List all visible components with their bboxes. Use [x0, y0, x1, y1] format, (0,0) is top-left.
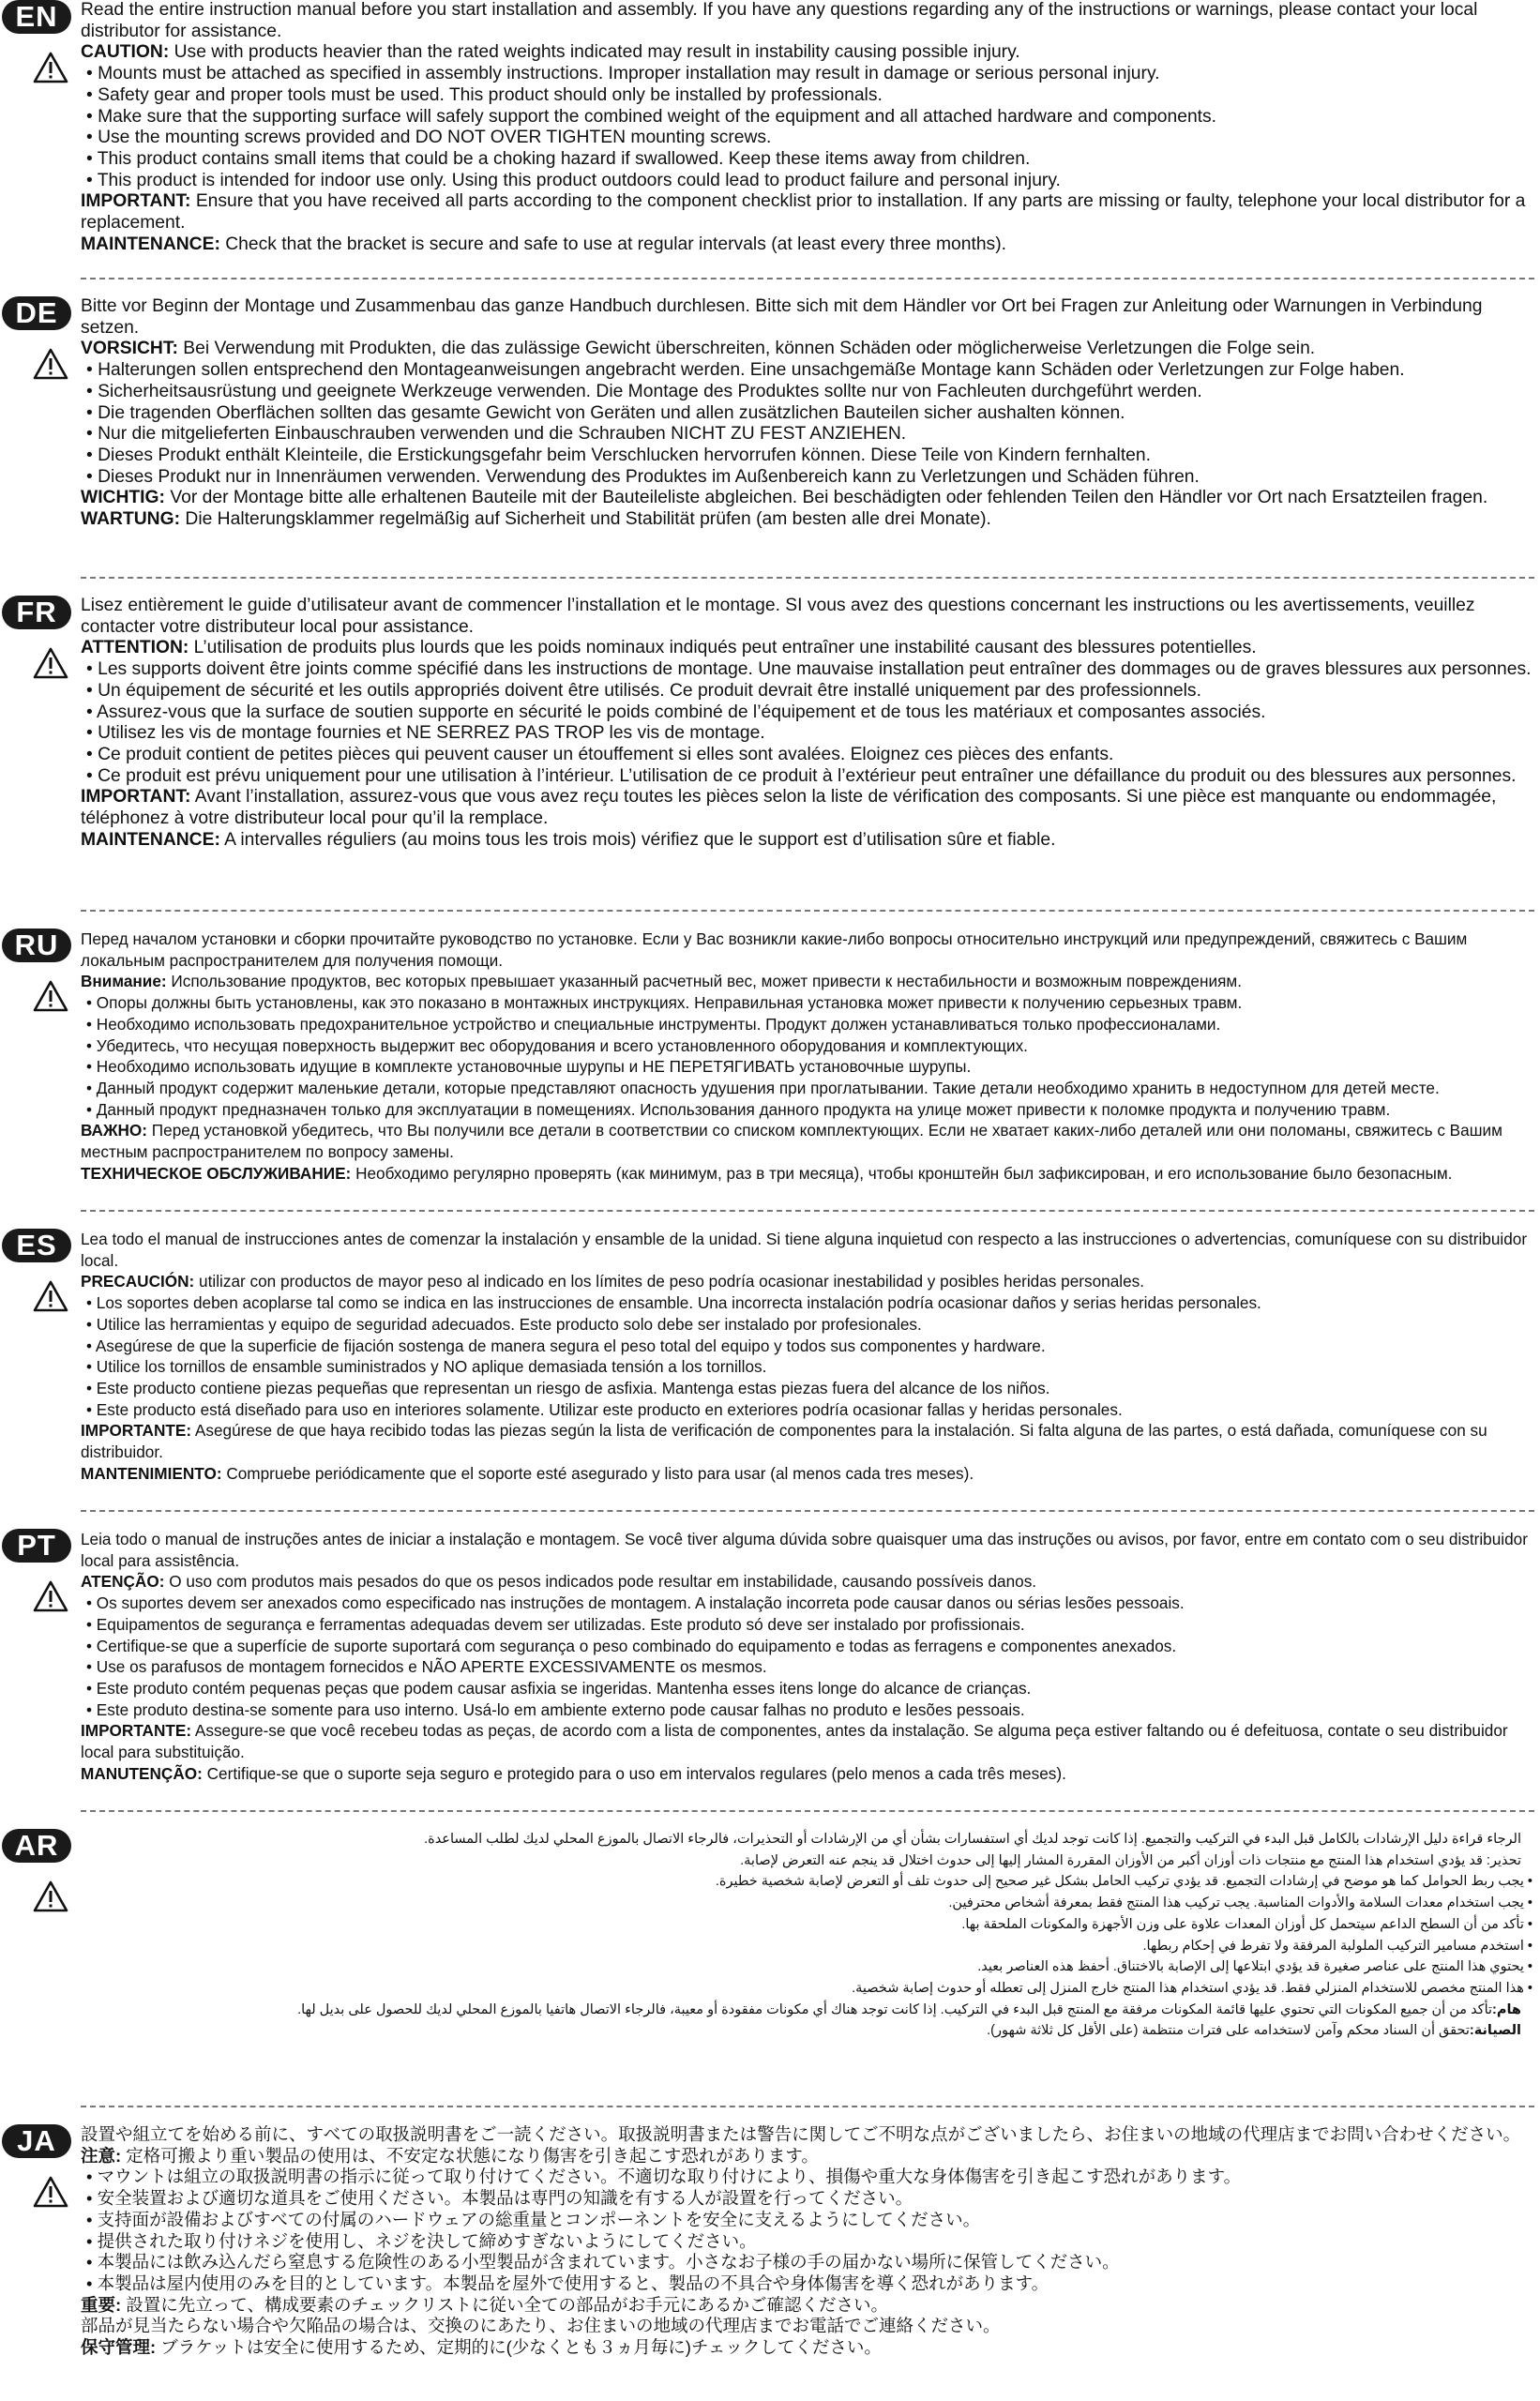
- instruction-line: [81, 1336, 1534, 1357]
- instruction-line: [81, 1678, 1534, 1699]
- section-text: [81, 296, 1534, 531]
- instruction-line: [81, 107, 1534, 128]
- instruction-text: • Un équipement de sécurité et les outils appropriés doivent être utilisés. Ce produit devrait être installé uniquement par des professionnels.: [86, 680, 1201, 701]
- instruction-label: ТЕХНИЧЕСКОЕ ОБСЛУЖИВАНИЕ:: [81, 1163, 352, 1183]
- instruction-label: MANUTENÇÃO:: [81, 1763, 203, 1783]
- instruction-line: [81, 2146, 1534, 2167]
- instruction-label: 重要:: [81, 2294, 122, 2315]
- instruction-line: [81, 1378, 1534, 1399]
- instruction-line: [81, 596, 1534, 638]
- instruction-text: ブラケットは安全に使用するため、定期的に(少なくとも３ヵ月毎に)チェックしてください。: [156, 2337, 882, 2358]
- instruction-line: [81, 1420, 1534, 1462]
- instruction-text: تأكد من أن جميع المكونات التي تحتوي عليها قائمة المكونات مرفقة مع المنتج قبل البدء في التركيب. إذا كانت توجد هناك أي مكونات مفقودة أو معيبة، فالرجاء الاتصال هاتفيا بالموزع المحلي لديك للحصول على بديل لها.: [297, 2001, 1493, 2017]
- instruction-text: • Dieses Produkt nur in Innenräumen verwenden. Verwendung des Produktes im Außenbereich kann zu Verletzungen und Schäden führen.: [86, 466, 1200, 487]
- instruction-text: Read the entire instruction manual before you start installation and assembly. If you have any questions regarding any of the instructions or warnings, please contact your local distributor for assistance.: [81, 0, 1478, 41]
- instruction-label: MAINTENANCE:: [81, 234, 220, 254]
- instruction-line: [81, 1529, 1534, 1571]
- instruction-text: • Необходимо использовать идущие в комплекте установочные шурупы и НЕ ПЕРЕТЯГИВАТЬ установочные шурупы.: [86, 1057, 972, 1077]
- instruction-text: • Use the mounting screws provided and DO NOT OVER TIGHTEN mounting screws.: [86, 128, 772, 148]
- instruction-text: Vor der Montage bitte alle erhaltenen Bauteile mit der Bauteileliste abgleichen. Bei beschädigten oder fehlenden Teilen den Händler vor Ort nach Ersatzteilen fragen.: [164, 488, 1488, 508]
- instruction-text: • Utilice los tornillos de ensamble suministrados y NO aplique demasiada tensión a los tornillos.: [86, 1357, 767, 1377]
- instruction-line: [81, 234, 1534, 256]
- instruction-text: • Este produto contém pequenas peças que podem causar asfixia se ingeridas. Mantenha esses itens longe do alcance de crianças.: [86, 1678, 1032, 1698]
- instruction-text: • Use os parafusos de montagem fornecidos e NÃO APERTE EXCESSIVAMENTE os mesmos.: [86, 1657, 767, 1677]
- instruction-label: WARTUNG:: [81, 509, 181, 530]
- instruction-line: [81, 360, 1534, 382]
- divider: [81, 1210, 1534, 1212]
- instruction-line: [81, 1229, 1534, 1271]
- divider: [81, 577, 1534, 579]
- instruction-text: Use with products heavier than the rated weights indicated may result in instability causing possible injury.: [169, 42, 1020, 63]
- instruction-text: Перед началом установки и сборки прочитайте руководство по установке. Если у Вас возникли какие-либо вопросы относительно инструкций или предупреждений, свяжитесь с Вашим локальным распространителем для получения помощи.: [81, 929, 1468, 970]
- instruction-text: الرجاء قراءة دليل الإرشادات بالكامل قبل البدء في التركيب والتجميع. إذا كانت توجد لديك أي استفسارات بشأن أي من الإرشادات أو التحذيرات، فالرجاء الاتصال بالموزع المحلي لديك لطلب المساعدة.: [424, 1832, 1521, 1847]
- instruction-line: [81, 171, 1534, 192]
- instruction-line: [81, 929, 1534, 971]
- instruction-line: [81, 1656, 1534, 1678]
- divider: [81, 278, 1534, 279]
- instruction-text: Leia todo o manual de instruções antes de iniciar a instalação e montagem. Se você tiver alguma dúvida sobre quaisquer uma das instruções ou avisos, por favor, entre em contato com o seu distribuidor local para assistência.: [81, 1530, 1528, 1570]
- instruction-line: [81, 1099, 1534, 1121]
- instruction-line: [81, 659, 1534, 681]
- instruction-label: هام:: [1492, 2001, 1521, 2017]
- instruction-text: • Ce produit contient de petites pièces qui peuvent causer un étouffement si elles sont avalées. Eloignez ces pièces des enfants.: [86, 744, 1114, 764]
- language-badge-pt: PT: [2, 1529, 71, 1563]
- instruction-text: O uso com produtos mais pesados do que os pesos indicados pode resultar em instabilidade, causando possíveis danos.: [164, 1572, 1037, 1592]
- instruction-text: • استخدم مسامير التركيب الملولبة المرفقة ولا تفرط في إحكام ربطها.: [1142, 1938, 1532, 1954]
- instruction-line: [81, 1614, 1534, 1636]
- instruction-line: [81, 2124, 1534, 2146]
- instruction-text: • Este produto destina-se somente para uso interno. Usá-lo em ambiente externo pode causar falhas no produto e lesões pessoais.: [86, 1699, 1025, 1719]
- instruction-line: [81, 467, 1534, 489]
- instruction-line: [81, 766, 1534, 788]
- instruction-text: 設置に先立って、構成要素のチェックリストに従い全ての部品がお手元にあるかご確認ください。: [121, 2294, 889, 2315]
- instruction-line: [81, 745, 1534, 766]
- instruction-text: Lea todo el manual de instrucciones antes de comenzar la instalación y ensamble de la unidad. Si tiene alguna inquietud con respecto a las instrucciones o advertencias, comuníquese con su distribuidor local.: [81, 1230, 1528, 1270]
- instruction-label: MAINTENANCE:: [81, 829, 220, 850]
- instruction-text: 定格可搬より重い製品の使用は、不安定な状態になり傷害を引き起こす恐れがあります。: [121, 2145, 819, 2166]
- divider: [81, 2106, 1534, 2107]
- instruction-text: 設置や組立てを始める前に、すべての取扱説明書をご一読ください。取扱説明書または警告に関してご不明な点がございましたら、お住まいの地域の代理店までお問い合わせください。: [81, 2124, 1521, 2144]
- instruction-line: [81, 2295, 1534, 2317]
- language-badge-es: ES: [2, 1229, 71, 1262]
- instruction-line: [81, 992, 1534, 1014]
- instruction-line: [81, 830, 1534, 852]
- instruction-text: • هذا المنتج مخصص للاستخدام المنزلي فقط. قد يؤدي استخدام هذا المنتج خارج المنزل إلى تعطله أو حدوث إصابة شخصية.: [852, 1980, 1532, 1996]
- instruction-line: [81, 971, 1534, 992]
- instruction-label: ATENÇÃO:: [81, 1572, 165, 1592]
- instruction-text: • Данный продукт предназначен только для эксплуатации в помещениях. Использования данного продукта на улице может привести к поломке продукта и получению травм.: [86, 1099, 1391, 1119]
- instruction-line: [81, 488, 1534, 509]
- instruction-label: PRECAUCIÓN:: [81, 1272, 195, 1291]
- instruction-label: IMPORTANT:: [81, 191, 191, 212]
- language-badge-ja: JA: [2, 2124, 71, 2158]
- instruction-text: • Данный продукт содержит маленькие детали, которые представляют опасность удушения при проглатывании. Такие детали необходимо хранить в недоступном для детей месте.: [86, 1078, 1440, 1097]
- instruction-line: [81, 1035, 1534, 1057]
- instruction-label: IMPORTANTE:: [81, 1721, 192, 1741]
- instruction-label: Внимание:: [81, 972, 167, 991]
- instruction-line: [81, 128, 1534, 149]
- instruction-text: Bitte vor Beginn der Montage und Zusammenbau das ganze Handbuch durchlesen. Bitte sich mit dem Händler vor Ort bei Fragen zur Anleitung oder Warnungen in Verbindung setzen.: [81, 296, 1483, 338]
- instruction-text: • Mounts must be attached as specified in assembly instructions. Improper installation may result in damage or serious personal injury.: [86, 64, 1160, 84]
- instruction-line: [81, 42, 1534, 64]
- instruction-text: • Sicherheitsausrüstung und geeignete Werkzeuge verwenden. Die Montage des Produktes sollte nur von Fachleuten durchgeführt werden.: [86, 381, 1202, 401]
- instruction-line: [81, 1720, 1534, 1762]
- instruction-label: MANTENIMIENTO:: [81, 1463, 222, 1483]
- instruction-text: • يجب استخدام معدات السلامة والأدوات المناسبة. يجب تركيب هذا المنتج فقط بمعرفة أشخاص محترفين.: [948, 1895, 1532, 1911]
- instruction-text: • 本製品には飲み込んだら窒息する危険性のある小型製品が含まれています。小さなお子様の手の届かない場所に保管してください。: [86, 2252, 1120, 2273]
- warning-icon: [32, 979, 69, 1013]
- instruction-line: [81, 403, 1534, 425]
- instruction-text: • Este producto está diseñado para uso en interiores solamente. Utilizar este producto en exteriores podría ocasionar fallas y heridas personales.: [86, 1399, 1123, 1419]
- instruction-text: تحذير: قد يؤدي استخدام هذا المنتج مع منتجات ذات أوزان أكبر من الأوزان المقررة المشار إليها إلى حدوث اختلال قد ينجم عنه التعرض لإصابة.: [740, 1852, 1521, 1868]
- instruction-line: [81, 1271, 1534, 1292]
- instruction-line: [81, 638, 1534, 659]
- instruction-text: Check that the bracket is secure and safe to use at regular intervals (at least every three months).: [219, 234, 1006, 254]
- instruction-line: [81, 1871, 1532, 1893]
- language-badge-ar: AR: [2, 1829, 71, 1863]
- instruction-line: [81, 1893, 1532, 1914]
- instruction-text: A intervalles réguliers (au moins tous les trois mois) vérifiez que le support est d’utilisation sûre et fiable.: [219, 829, 1056, 850]
- instruction-line: [81, 1571, 1534, 1593]
- instruction-line: [81, 191, 1534, 234]
- instruction-text: • Ce produit est prévu uniquement pour une utilisation à l’intérieur. L’utilisation de ce produit à l’extérieur peut entraîner une défaillance du produit ou des blessures aux personnes.: [86, 765, 1517, 786]
- instruction-text: • Опоры должны быть установлены, как это показано в монтажных инструкциях. Неправильная установка может привести к получению серьезных травм.: [86, 993, 1243, 1013]
- instruction-line: [81, 2000, 1521, 2021]
- instruction-line: [81, 382, 1534, 403]
- instruction-text: • 安全装置および適切な道具をご使用ください。本製品は専門の知識を有する人が設置を行ってください。: [86, 2188, 913, 2209]
- section-text: [81, 596, 1534, 851]
- instruction-label: ATTENTION:: [81, 638, 189, 658]
- instruction-text: Compruebe periódicamente que el soporte esté asegurado y listo para usar (al menos cada tres meses).: [221, 1463, 974, 1483]
- divider: [81, 1810, 1534, 1812]
- instruction-label: WICHTIG:: [81, 488, 165, 508]
- instruction-text: • Los soportes deben acoplarse tal como se indica en las instrucciones de ensamble. Una incorrecta instalación podría ocasionar daños y serias heridas personales.: [86, 1293, 1261, 1313]
- instruction-text: Asegúrese de que haya recibido todas las piezas según la lista de verificación de componentes para la instalación. Si falta alguna de las partes, o está dañada, comuníquese con su distribuidor.: [81, 1421, 1487, 1462]
- instruction-line: [81, 2020, 1521, 2042]
- instruction-line: [81, 1936, 1532, 1957]
- instruction-text: • 本製品は屋内使用のみを目的としています。本製品を屋外で使用すると、製品の不具合や身体傷害を導く恐れがあります。: [86, 2273, 1049, 2293]
- instruction-text: • Необходимо использовать предохранительное устройство и специальные инструменты. Продукт должен устанавливаться только профессионалами.: [86, 1014, 1221, 1034]
- instruction-text: Bei Verwendung mit Produkten, die das zulässige Gewicht überschreiten, können Schäden oder möglicherweise Verletzungen die Folge sein.: [177, 339, 1316, 359]
- instruction-text: • Utilice las herramientas y equipo de seguridad adecuados. Este producto solo debe ser instalado por profesionales.: [86, 1314, 922, 1334]
- instruction-text: • Certifique-se que a superfície de suporte suportará com segurança o peso combinado do equipamento e todas as ferragens e componentes anexados.: [86, 1636, 1177, 1655]
- warning-icon: [32, 347, 69, 381]
- instruction-text: • Nur die mitgelieferten Einbauschrauben verwenden und die Schrauben NICHT ZU FEST ANZIEHEN.: [86, 424, 907, 445]
- instruction-text: • تأكد من أن السطح الداعم سيتحمل كل أوزان المعدات علاوة على وزن الأجهزة والمكونات الملحقة بها.: [961, 1916, 1532, 1932]
- instruction-line: [81, 1314, 1534, 1336]
- instruction-line: [81, 0, 1534, 42]
- instruction-text: L’utilisation de produits plus lourds que les poids nominaux indiqués peut entraîner une instabilité causant des blessures potentielles.: [189, 638, 1257, 658]
- section-text: [81, 1529, 1534, 1784]
- instruction-line: [81, 1593, 1534, 1614]
- instruction-line: [81, 1356, 1534, 1378]
- instruction-line: [81, 2210, 1534, 2231]
- instruction-line: [81, 1056, 1534, 1078]
- instruction-line: [81, 1163, 1534, 1185]
- instruction-text: • Utilisez les vis de montage fournies et NE SERREZ PAS TROP les vis de montage.: [86, 723, 765, 744]
- section-text: [81, 929, 1534, 1184]
- language-badge-ru: RU: [2, 929, 71, 962]
- instruction-line: [81, 681, 1534, 702]
- instruction-text: • Safety gear and proper tools must be used. This product should only be installed by professionals.: [86, 84, 883, 105]
- instruction-text: • Os suportes devem ser anexados como especificado nas instruções de montagem. A instalação incorreta pode causar danos ou sérias lesões pessoais.: [86, 1593, 1185, 1613]
- instruction-label: ВАЖНО:: [81, 1121, 148, 1140]
- section-text: [81, 1829, 1532, 2042]
- instruction-text: Avant l’installation, assurez-vous que vous avez reçu toutes les pièces selon la liste de vérification des composants. Si une pièce est manquante ou endommagée, téléphonez à votre distributeur local pour qu’il la remplace.: [81, 787, 1497, 829]
- instruction-line: [81, 1914, 1532, 1936]
- divider: [81, 1510, 1534, 1512]
- instruction-text: • يجب ربط الحوامل كما هو موضح في إرشادات التجميع. قد يؤدي تركيب الحامل بشكل غير صحيح إلى حدوث تلف أو التعرض لإصابة شخصية خطيرة.: [715, 1874, 1532, 1890]
- warning-icon: [32, 1579, 69, 1613]
- instruction-text: • Halterungen sollen entsprechend den Montageanweisungen angebracht werden. Eine unsachgemäße Montage kann Schäden oder Verletzungen zur Folge haben.: [86, 360, 1405, 381]
- instruction-line: [81, 1292, 1534, 1314]
- section-text: [81, 2124, 1534, 2359]
- instruction-line: [81, 1399, 1534, 1421]
- instruction-label: VORSICHT:: [81, 339, 178, 359]
- instruction-line: [81, 1978, 1532, 2000]
- warning-icon: [32, 1279, 69, 1313]
- instruction-line: [81, 1850, 1521, 1872]
- instruction-line: [81, 2252, 1534, 2273]
- language-badge-de: DE: [2, 296, 71, 330]
- instruction-line: [81, 1120, 1534, 1162]
- warning-icon: [32, 646, 69, 680]
- section-text: [81, 1229, 1534, 1484]
- instruction-text: • Make sure that the supporting surface will safely support the combined weight of the equipment and all attached hardware and components.: [86, 106, 1217, 127]
- section-text: [81, 0, 1534, 255]
- instruction-line: [81, 2188, 1534, 2210]
- instruction-line: [81, 64, 1534, 85]
- language-badge-en: EN: [2, 0, 71, 34]
- instruction-text: Перед установкой убедитесь, что Вы получили все детали в соответствии со списком комплектующих. Если не хватает каких-либо деталей или они поломаны, свяжитесь с Вашим местным распространителем по вопросу замены.: [81, 1121, 1502, 1162]
- instruction-line: [81, 1014, 1534, 1035]
- instruction-text: • 提供された取り付けネジを使用し、ネジを決して締めすぎないようにしてください。: [86, 2230, 757, 2251]
- instruction-text: Использование продуктов, вес которых превышает указанный расчетный вес, может привести к нестабильности и возможным повреждениям.: [166, 972, 1242, 991]
- instruction-label: IMPORTANTE:: [81, 1421, 192, 1441]
- instruction-line: [81, 1956, 1532, 1978]
- instruction-text: • Dieses Produkt enthält Kleinteile, die Erstickungsgefahr beim Verschlucken hervorrufen können. Diese Teile von Kindern fernhalten.: [86, 445, 1151, 465]
- instruction-label: CAUTION:: [81, 42, 170, 63]
- warning-icon: [32, 51, 69, 84]
- instruction-line: [81, 723, 1534, 745]
- instruction-line: [81, 424, 1534, 445]
- instruction-line: [81, 1078, 1534, 1099]
- instruction-text: • Les supports doivent être joints comme spécifié dans les instructions de montage. Une mauvaise installation peut entraîner des dommages ou de graves blessures aux personnes.: [86, 659, 1532, 680]
- instruction-line: [81, 2167, 1534, 2188]
- instruction-line: [81, 445, 1534, 467]
- divider: [81, 910, 1534, 912]
- instruction-text: • This product is intended for indoor use only. Using this product outdoors could lead to product failure and personal injury.: [86, 170, 1061, 190]
- instruction-text: • Equipamentos de segurança e ferramentas adequadas devem ser utilizadas. Este produto só deve ser instalado por profissionais.: [86, 1614, 1025, 1634]
- instruction-text: تحقق أن السناد محكم وآمن لاستخدامه على فترات منتظمة (على الأقل كل ثلاثة شهور).: [987, 2023, 1470, 2039]
- instruction-label: IMPORTANT:: [81, 787, 191, 808]
- instruction-label: 保守管理:: [81, 2337, 157, 2358]
- instruction-line: [81, 1463, 1534, 1485]
- instruction-text: • Убедитесь, что несущая поверхность выдержит вес оборудования и всего установленного оборудования и комплектующих.: [86, 1035, 1028, 1055]
- instruction-line: [81, 509, 1534, 531]
- instruction-line: [81, 2337, 1534, 2359]
- instruction-line: [81, 1763, 1534, 1785]
- instruction-line: [81, 2273, 1534, 2295]
- instruction-text: • 支持面が設備およびすべての付属のハードウェアの総重量とコンポーネントを安全に支えるようにしてください。: [86, 2209, 981, 2229]
- warning-icon: [32, 2175, 69, 2209]
- instruction-line: [81, 702, 1534, 724]
- instruction-text: • This product contains small items that could be a choking hazard if swallowed. Keep these items away from children.: [86, 148, 1031, 169]
- instruction-text: • يحتوي هذا المنتج على عناصر صغيرة قد يؤدي ابتلاعها إلى الإصابة بالاختناق. أحفظ هذه العناصر بعيد.: [977, 1959, 1532, 1975]
- instruction-line: [81, 149, 1534, 171]
- instruction-text: utilizar con productos de mayor peso al indicado en los límites de peso podría ocasionar inestabilidad y posibles heridas personales.: [194, 1272, 1145, 1291]
- instruction-text: Certifique-se que o suporte seja seguro e protegido para o uso em intervalos regulares (pelo menos a cada três meses).: [202, 1763, 1066, 1783]
- instruction-text: Необходимо регулярно проверять (как минимум, раз в три месяца), чтобы кронштейн был зафиксирован, и его использование было безопасным.: [351, 1163, 1453, 1183]
- instruction-line: [81, 296, 1534, 339]
- instruction-text: • Die tragenden Oberflächen sollten das gesamte Gewicht von Geräten und allen zusätzlichen Bauteilen sicher aushalten können.: [86, 402, 1125, 423]
- instruction-line: [81, 1699, 1534, 1721]
- instruction-text: 部品が見当たらない場合や欠陥品の場合は、交換のにあたり、お住まいの地域の代理店までお電話でご連絡ください。: [81, 2316, 1001, 2336]
- instruction-text: Die Halterungsklammer regelmäßig auf Sicherheit und Stabilität prüfen (am besten alle drei Monate).: [180, 509, 991, 530]
- language-badge-fr: FR: [2, 596, 71, 629]
- instruction-text: • Assurez-vous que la surface de soutien supporte en sécurité le poids combiné de l’équipement et de tous les matériaux et composantes associés.: [86, 702, 1266, 722]
- instruction-line: [81, 339, 1534, 360]
- instruction-line: [81, 1829, 1521, 1850]
- instruction-text: • Este producto contiene piezas pequeñas que representan un riesgo de asfixia. Mantenga estas piezas fuera del alcance de los niños.: [86, 1378, 1050, 1397]
- warning-icon: [32, 1880, 69, 1913]
- instruction-text: Ensure that you have received all parts according to the component checklist prior to installation. If any parts are missing or faulty, telephone your local distributor for a replacement.: [81, 191, 1526, 234]
- instruction-text: Assegure-se que você recebeu todas as peças, de acordo com a lista de componentes, antes da instalação. Se alguma peça estiver faltando ou é defeituosa, contate o seu distribuidor local para substituição.: [81, 1721, 1508, 1762]
- instruction-line: [81, 787, 1534, 829]
- instruction-line: [81, 2316, 1534, 2337]
- instruction-text: Lisez entièrement le guide d’utilisateur avant de commencer l’installation et le montage. SI vous avez des questions concernant les instructions ou les avertissements, veuillez contacter votre distributeur local pour assistance.: [81, 596, 1475, 637]
- instruction-line: [81, 2231, 1534, 2253]
- instruction-line: [81, 1636, 1534, 1657]
- instruction-text: • マウントは組立の取扱説明書の指示に従って取り付けてください。不適切な取り付けにより、損傷や重大な身体傷害を引き起こす恐れがあります。: [86, 2167, 1242, 2187]
- instruction-text: • Asegúrese de que la superficie de fijación sostenga de manera segura el peso total del equipo y todos sus componentes y hardware.: [86, 1336, 1046, 1355]
- instruction-label: 注意:: [81, 2145, 122, 2166]
- instruction-line: [81, 85, 1534, 107]
- instruction-label: الصيانة:: [1469, 2023, 1521, 2039]
